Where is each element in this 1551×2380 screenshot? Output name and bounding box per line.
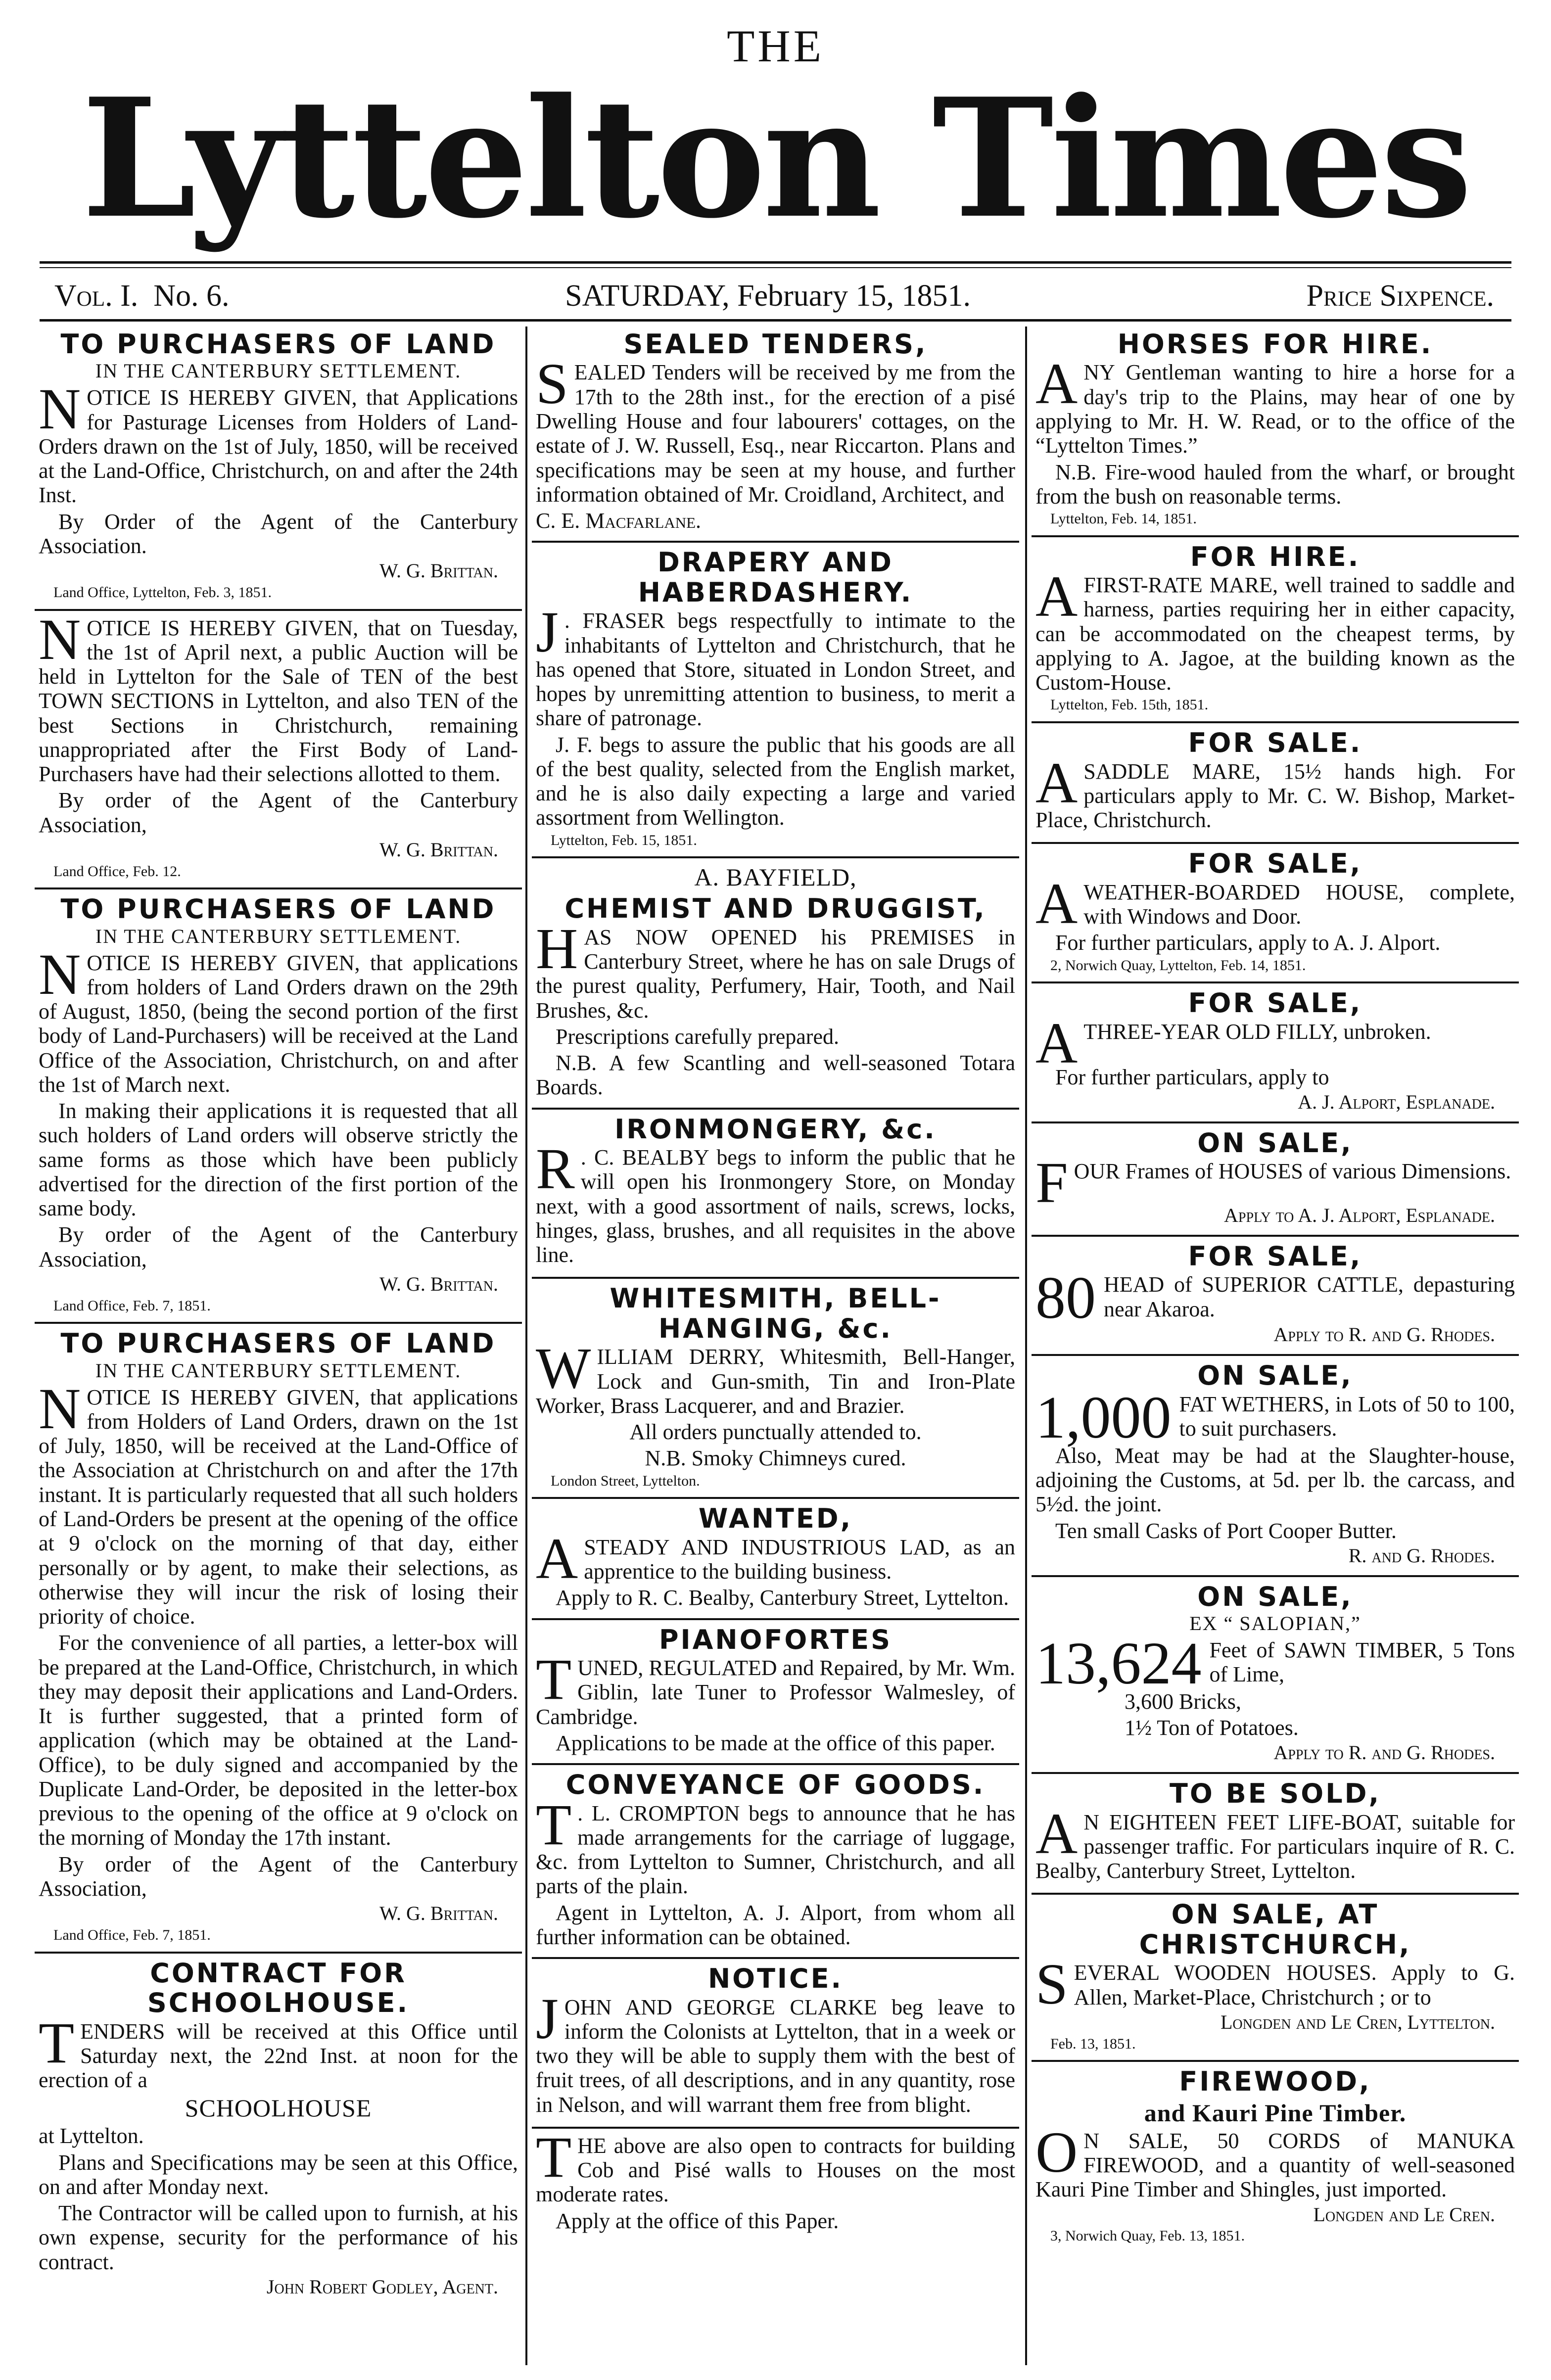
price: Price Sixpence. [1306, 279, 1494, 313]
ad-notice-clarke [532, 1964, 1019, 2119]
top-rule [40, 261, 1511, 264]
ad-heading: FOR SALE, [1188, 1240, 1363, 1272]
ad-heading: WANTED, [698, 1503, 853, 1535]
ad-line-2: N.B. Smoky Chimneys cured. [645, 1446, 906, 1471]
separator [1032, 981, 1519, 983]
ad-heading: PIANOFORTES [658, 1624, 893, 1655]
ad-body: HE above are also open to contracts for building Cob and Pisé walls to Houses on the most moderate rates. [536, 2133, 1015, 2207]
ad-subheading: IN THE CANTERBURY SETTLEMENT. [95, 1359, 462, 1382]
drop-cap: N [39, 1376, 81, 1441]
ad-body: WEATHER-BOARDED HOUSE, complete, with Windows and Door. [1083, 880, 1515, 929]
ad-line-2: 1½ Ton of Potatoes. [1125, 1716, 1299, 1740]
ad-heading: TO BE SOLD, [1170, 1778, 1381, 1810]
ad-heading: FOR SALE. [1188, 727, 1363, 759]
volume: Vol. I. [54, 279, 139, 313]
drop-cap: J [536, 1986, 559, 2051]
ad-dateline: Land Office, Feb. 12. [53, 863, 181, 880]
drop-cap: R [536, 1136, 575, 1202]
ad-body: N SALE, 50 CORDS of MANUKA FIREWOOD, and a quantity of well-seasoned Kauri Pine Timber and Shingles, just imported. [1035, 2128, 1515, 2202]
ad-conveyance [532, 1770, 1019, 1949]
ad-purchasers-of-land-1 [35, 329, 522, 601]
ad-body: . FRASER begs respectfully to intimate to the inhabitants of Lyttelton and Christchurch, that he has opened that Store, situated in London Street, and hopes by unremitting attention to business, to merit a share of patronage. [536, 608, 1015, 731]
ad-order: By order of the Agent of the Canterbury Association, [39, 788, 518, 837]
ad-heading: ON SALE, AT CHRISTCHURCH, [1139, 1899, 1411, 1960]
ad-body-2: Also, Meat may be had at the Slaughter-house, adjoining the Customs, at 5d. per lb. the carcass, and 5½d. the joint. [1035, 1443, 1515, 1517]
ad-body: AS NOW OPENED his PREMISES in Canterbury Street, where he has on sale Drugs of the purest quality, Perfumery, Hair, Tooth, and Nail Brushes, &c. [536, 925, 1015, 1023]
drop-cap: N [39, 607, 81, 672]
ad-body: ENDERS will be received at this Office until Saturday next, the 22nd Inst. at noon for the erection of a [39, 2019, 518, 2093]
ad-dateline: Lyttelton, Feb. 15, 1851. [551, 832, 697, 848]
ad-dateline: Land Office, Lyttelton, Feb. 3, 1851. [53, 584, 272, 601]
ad-body: OTICE IS HEREBY GIVEN, that Applications for Pasturage Licenses from Holders of Land-Orders drawn on the 1st of July, 1850, will be received at the Land-Office, Christchurch, on and after the 24th Inst. [39, 385, 518, 508]
ad-heading: CONVEYANCE OF GOODS. [565, 1769, 986, 1801]
ad-body-2: N.B. Fire-wood hauled from the wharf, or brought from the bush on reasonable terms. [1035, 460, 1515, 509]
ad-wethers [1032, 1361, 1519, 1567]
ad-mare-for-hire [1032, 542, 1519, 713]
ad-body: OUR Frames of HOUSES of various Dimensions. [1074, 1159, 1511, 1184]
ad-body: SADDLE MARE, 15½ hands high. For particulars apply to Mr. C. W. Bishop, Market-Place, Christchurch. [1035, 759, 1515, 833]
ad-heading: IRONMONGERY, &c. [614, 1113, 937, 1145]
ad-body: . L. CROMPTON begs to announce that he has made arrangements for the carriage of luggage, &c. from Lyttelton to Sumner, Christchurch, and all parts of the plain. [536, 1801, 1015, 1899]
ad-signature: John Robert Godley, Agent. [266, 2275, 498, 2298]
big-number: 1,000 [1035, 1384, 1172, 1451]
big-number: 13,624 [1035, 1630, 1202, 1697]
separator [1032, 1575, 1519, 1577]
separator [35, 887, 522, 889]
ad-body-3: The Contractor will be called upon to furnish, at his own expense, security for the performance of his contract. [39, 2201, 518, 2274]
ad-horses-for-hire [1032, 329, 1519, 527]
ad-subheading: IN THE CANTERBURY SETTLEMENT. [95, 360, 462, 382]
ad-wooden-houses [1032, 1900, 1519, 2052]
ad-body-2: Plans and Specifications may be seen at this Office, on and after Monday next. [39, 2150, 518, 2199]
column-2 [532, 327, 1019, 2365]
ad-body: FAT WETHERS, in Lots of 50 to 100, to suit purchasers. [1179, 1392, 1515, 1441]
ad-wanted [532, 1504, 1019, 1610]
ad-body: OHN AND GEORGE CLARKE beg leave to inform the Colonists at Lyttelton, that in a week or two they will be able to supply them with the best of fruit trees, of all descriptions, and in any quantity, rose in Nelson, and will warrant them free from blight. [536, 1995, 1015, 2117]
ad-dateline: Lyttelton, Feb. 14, 1851. [1050, 511, 1197, 527]
ad-heading: DRAPERY AND HABERDASHERY. [638, 547, 913, 608]
ad-body: . C. BEALBY begs to inform the public that he will open his Ironmongery Store, on Monday next, with a good assortment of nails, screws, locks, hinges, glass, brushes, and all requisites in the above line. [536, 1145, 1015, 1267]
ad-sawn-timber [1032, 1582, 1519, 1765]
ad-body: EALED Tenders will be received by me from the 17th to the 28th inst., for the erection of a pisé Dwelling House and four labourers' cottages, on the estate of J. W. Russell, Esq., near Riccarton. Plans and specifications may be seen at my house, and further information obtained of Mr. Croidland, Architect, and [536, 360, 1015, 507]
ad-body-3: Ten small Casks of Port Cooper Butter. [1055, 1518, 1397, 1543]
ad-heading: ON SALE, [1197, 1581, 1353, 1612]
ad-body: FIRST-RATE MARE, well trained to saddle and harness, parties requiring her in either capacity, can be accommodated on the cheapest terms, by applying to A. Jagoe, at the building known as the Custom-House. [1035, 573, 1515, 695]
column-rule-2 [1025, 327, 1027, 2365]
ad-heading: FOR HIRE. [1190, 541, 1361, 572]
ad-house-frames [1032, 1128, 1519, 1227]
ad-body: OTICE IS HEREBY GIVEN, that applications from Holders of Land Orders, drawn on the 1st of July, 1850, will be received at the Land-Office of the Association at Christchurch on and after the 17th instant. It is particularly requested that all such holders of Land-Orders be present at the opening of the office at 9 o'clock on the morning of that day, either personally or by agent, to make their selections, as otherwise they will incur the risk of losing their priority of choice. [39, 1385, 518, 1629]
drop-cap: T [39, 2010, 75, 2075]
ad-contract-schoolhouse [35, 1959, 522, 2298]
drop-cap: S [1035, 1952, 1068, 2017]
ad-purchasers-of-land-3 [35, 1329, 522, 1943]
ad-subheading: IN THE CANTERBURY SETTLEMENT. [95, 925, 462, 947]
ad-name: A. BAYFIELD, [694, 863, 857, 891]
ad-heading: HORSES FOR HIRE. [1117, 328, 1433, 360]
dateline-rule [40, 319, 1511, 322]
ad-whitesmith [532, 1284, 1019, 1489]
ad-center-line: SCHOOLHOUSE [185, 2094, 372, 2122]
ad-body: Feet of SAWN TIMBER, 5 Tons of Lime, [1209, 1637, 1515, 1687]
ad-body: THREE-YEAR OLD FILLY, unbroken. [1083, 1019, 1431, 1044]
separator [1032, 1235, 1519, 1237]
ad-heading: TO PURCHASERS OF LAND [60, 1328, 496, 1359]
ad-body: N EIGHTEEN FEET LIFE-BOAT, suitable for passenger traffic. For particulars inquire of R. C. Bealby, Canterbury Street, Lyttelton. [1035, 1810, 1515, 1883]
ad-heading: ON SALE, [1197, 1127, 1353, 1159]
masthead-the: THE [727, 21, 824, 71]
separator [1032, 1772, 1519, 1774]
big-number: 80 [1035, 1264, 1096, 1332]
ad-signature: Longden and Le Cren. [1313, 2203, 1495, 2226]
ad-subheading: and Kauri Pine Timber. [1144, 2099, 1407, 2127]
ad-heading: FOR SALE, [1188, 987, 1363, 1019]
number: No. 6. [153, 279, 230, 313]
column-1 [35, 327, 522, 2365]
drop-cap: N [39, 941, 81, 1007]
ad-life-boat [1032, 1779, 1519, 1885]
drop-cap: J [536, 600, 559, 665]
ad-heading: WHITESMITH, BELL-HANGING, &c. [610, 1283, 941, 1344]
separator [35, 1322, 522, 1324]
ad-filly [1032, 988, 1519, 1114]
ad-body-end: at Lyttelton. [39, 2124, 144, 2148]
ad-signature: W. G. Brittan. [379, 1273, 498, 1296]
separator [532, 541, 1019, 543]
ad-signature: A. J. Alport, Esplanade. [1298, 1090, 1495, 1113]
ad-body-2: In making their applications it is requested that all such holders of Land orders will observe strictly the same forms as those which have been publicly advertised for the direction of the first portion of the same body. [39, 1099, 518, 1221]
column-3 [1032, 327, 1519, 2365]
ad-signature: Apply to R. and G. Rhodes. [1273, 1323, 1495, 1346]
ad-heading: FOR SALE, [1188, 848, 1363, 880]
ad-cob-walls [532, 2124, 1019, 2233]
drop-cap: A [1035, 871, 1078, 936]
ad-signature: Apply to A. J. Alport, Esplanade. [1224, 1204, 1495, 1227]
drop-cap: O [1035, 2119, 1078, 2185]
separator [532, 1957, 1019, 1959]
ad-dateline: Lyttelton, Feb. 15th, 1851. [1050, 697, 1209, 713]
ad-dateline: London Street, Lyttelton. [551, 1472, 700, 1489]
column-rule-1 [525, 327, 527, 2365]
ad-ironmongery [532, 1115, 1019, 1269]
ad-order: By order of the Agent of the Canterbury Association, [39, 1852, 518, 1901]
separator [1032, 535, 1519, 537]
ad-heading: TO PURCHASERS OF LAND [60, 893, 496, 925]
separator [1032, 1893, 1519, 1895]
separator [1032, 842, 1519, 844]
drop-cap: S [536, 351, 568, 417]
ad-heading: ON SALE, [1197, 1360, 1353, 1392]
separator [532, 2127, 1019, 2129]
ad-heading: CHEMIST AND DRUGGIST, [564, 893, 987, 925]
ad-heading: CONTRACT FOR SCHOOLHOUSE. [147, 1957, 410, 2019]
ad-line-1: All orders punctually attended to. [629, 1420, 922, 1445]
ad-body-2: Apply to R. C. Bealby, Canterbury Street, Lyttelton. [556, 1586, 1009, 1610]
ad-heading: SEALED TENDERS, [623, 328, 928, 360]
separator [532, 1277, 1019, 1279]
volume-number [54, 279, 230, 314]
ad-body-2: Prescriptions carefully prepared. [556, 1024, 839, 1049]
ad-signature: R. and G. Rhodes. [1348, 1544, 1495, 1567]
ad-auction-notice [35, 607, 522, 880]
ad-body: STEADY AND INDUSTRIOUS LAD, as an apprentice to the building business. [584, 1535, 1015, 1584]
ad-signature: W. G. Brittan. [379, 838, 498, 861]
drop-cap: A [1035, 1801, 1078, 1866]
masthead-title: Lyttelton Times [81, 62, 1470, 254]
ad-pianofortes [532, 1625, 1019, 1756]
separator [35, 609, 522, 611]
separator [532, 1108, 1019, 1110]
ad-body: ILLIAM DERRY, Whitesmith, Bell-Hanger, Lock and Gun-smith, Tin and Iron-Plate Worker, Brass Lacquerer, and and Brazier. [536, 1345, 1015, 1418]
separator [1032, 2060, 1519, 2062]
ad-dateline: Feb. 13, 1851. [1050, 2035, 1136, 2052]
drop-cap: A [1035, 351, 1078, 417]
ad-signature: C. E. Macfarlane. [536, 509, 702, 533]
ad-order: By Order of the Agent of the Canterbury Association. [39, 509, 518, 558]
ad-dateline: Land Office, Feb. 7, 1851. [53, 1297, 211, 1314]
ad-body-2: Apply at the office of this Paper. [556, 2208, 839, 2233]
separator [532, 856, 1019, 858]
ad-dateline: 3, Norwich Quay, Feb. 13, 1851. [1050, 2228, 1245, 2244]
separator [532, 1618, 1019, 1620]
ad-heading: TO PURCHASERS OF LAND [60, 328, 496, 360]
separator [532, 1763, 1019, 1765]
ad-cattle [1032, 1242, 1519, 1346]
ad-dateline: Land Office, Feb. 7, 1851. [53, 1927, 211, 1944]
ad-line-1: 3,600 Bricks, [1125, 1689, 1241, 1714]
drop-cap: A [1035, 564, 1078, 629]
ad-body: HEAD of SUPERIOR CATTLE, depasturing near Akaroa. [1104, 1272, 1515, 1321]
ad-purchasers-of-land-2 [35, 894, 522, 1314]
separator [1032, 721, 1519, 723]
ad-order: By order of the Agent of the Canterbury Association, [39, 1222, 518, 1271]
drop-cap: T [536, 1792, 572, 1857]
ad-body-2: For the convenience of all parties, a letter-box will be prepared at the Land-Office, Christchurch, in which they may deposit their applications and Land-Orders. It is further suggested, that a printed form of application (which may be obtained at the Land-Office), to be duly signed and accompanied by the Duplicate Land-Order, be deposited in the letter-box previous to the opening of the office at 9 o'clock on the morning of Monday the 17th instant. [39, 1631, 518, 1850]
ad-drapery [532, 548, 1019, 848]
ad-signature: W. G. Brittan. [379, 560, 498, 582]
dateline [54, 276, 1494, 316]
ad-body: NY Gentleman wanting to hire a horse for a day's trip to the Plains, may hear of one by applying to Mr. H. W. Read, or to the office of the “Lyttelton Times.” [1035, 360, 1515, 458]
ad-body: UNED, REGULATED and Repaired, by Mr. Wm. Giblin, late Tuner to Professor Walmesley, of Cambridge. [536, 1655, 1015, 1729]
ad-body-2: J. F. begs to assure the public that his goods are all of the best quality, selected from the English market, and he is also daily expecting a large and varied assortment from Wellington. [536, 732, 1015, 830]
ad-firewood [1032, 2067, 1519, 2244]
drop-cap: H [536, 916, 578, 981]
ad-body: OTICE IS HEREBY GIVEN, that on Tuesday, the 1st of April next, a public Auction will be held in Lyttelton for the Sale of TEN of the best TOWN SECTIONS in Lyttelton, and also TEN of the best Sections in Christchurch, remaining unappropriated after the First Body of Land-Purchasers have had their selections allotted to them. [39, 615, 518, 787]
ad-body-2: For further particulars, apply to A. J. Alport. [1055, 931, 1441, 955]
ad-body: OTICE IS HEREBY GIVEN, that applications from holders of Land Orders drawn on the 29th of August, 1850, (being the second portion of the first body of Land-Purchasers) will be received at the Land Office of the Association, Christchurch, on and after the 1st of March next. [39, 950, 518, 1097]
separator [35, 1952, 522, 1954]
separator [532, 1497, 1019, 1499]
ad-body: EVERAL WOODEN HOUSES. Apply to G. Allen, Market-Place, Christchurch ; or to [1074, 1960, 1515, 2009]
ad-weatherboard-house [1032, 849, 1519, 974]
ad-saddle-mare [1032, 728, 1519, 834]
top-rule-thin [40, 267, 1511, 268]
separator [1032, 1121, 1519, 1123]
drop-cap: N [39, 376, 81, 442]
separator [1032, 1354, 1519, 1356]
drop-cap: A [1035, 1010, 1078, 1075]
drop-cap: F [1035, 1150, 1068, 1215]
ad-dateline: 2, Norwich Quay, Lyttelton, Feb. 14, 1851. [1050, 957, 1306, 974]
ad-signature: Apply to R. and G. Rhodes. [1273, 1741, 1495, 1764]
drop-cap: A [1035, 750, 1078, 815]
ad-body-2: Applications to be made at the office of this paper. [556, 1730, 995, 1755]
ad-signature: Longden and Le Cren, Lyttelton. [1220, 2010, 1495, 2033]
ad-ex-ship: EX “ SALOPIAN,” [1189, 1612, 1361, 1635]
ad-sealed-tenders [532, 329, 1019, 533]
ad-signature: W. G. Brittan. [379, 1902, 498, 1925]
ad-body-2: Agent in Lyttelton, A. J. Alport, from whom all further information can be obtained. [536, 1900, 1015, 1949]
drop-cap: W [536, 1336, 591, 1401]
drop-cap: T [536, 1646, 572, 1712]
ad-chemist [532, 863, 1019, 1099]
ad-body-3: N.B. A few Scantling and well-seasoned Totara Boards. [536, 1051, 1015, 1100]
ad-body-2: For further particulars, apply to [1055, 1065, 1329, 1089]
ad-heading: FIREWOOD, [1179, 2066, 1371, 2098]
drop-cap: A [536, 1526, 578, 1591]
ad-heading: NOTICE. [707, 1963, 844, 1995]
issue-date: SATURDAY, February 15, 1851. [565, 279, 971, 313]
drop-cap: T [536, 2124, 572, 2190]
